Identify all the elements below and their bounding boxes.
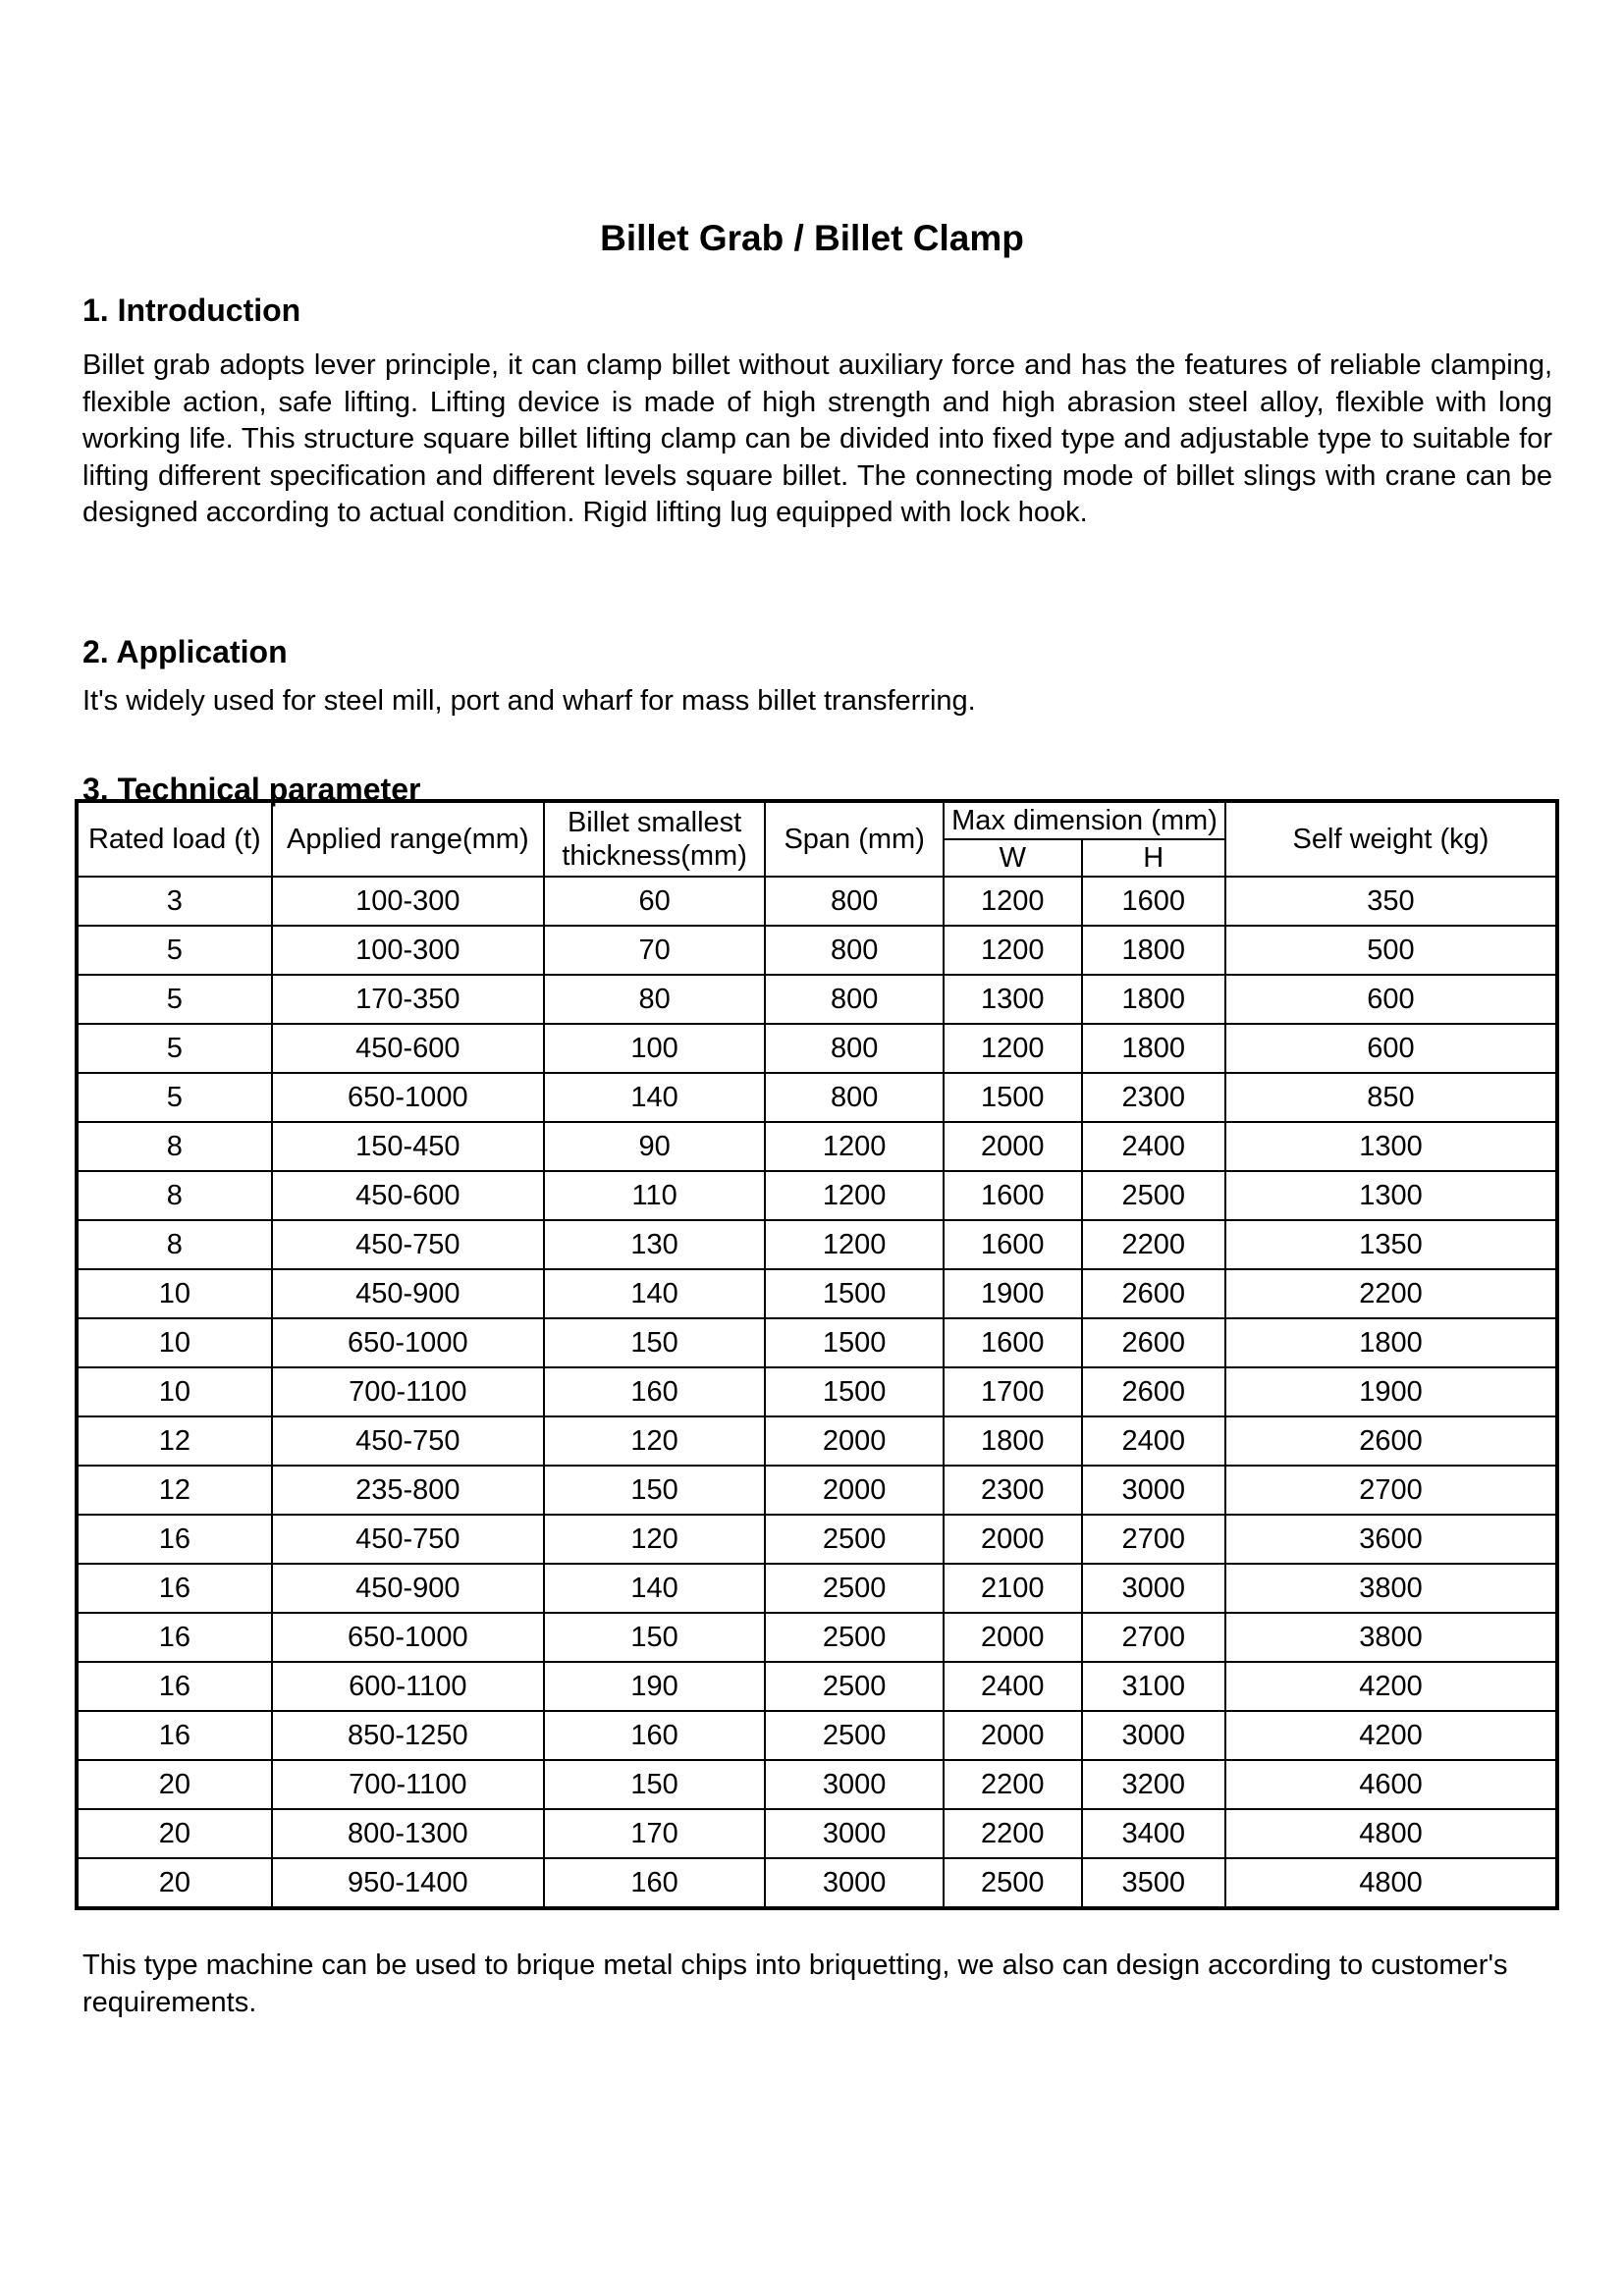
cell-self-weight: 600 (1225, 1024, 1557, 1073)
cell-applied-range: 170-350 (272, 975, 544, 1024)
cell-applied-range: 850-1250 (272, 1711, 544, 1760)
table-row (77, 1024, 1557, 1073)
cell-applied-range: 450-750 (272, 1515, 544, 1564)
cell-applied-range: 450-750 (272, 1416, 544, 1466)
cell-self-weight: 4200 (1225, 1662, 1557, 1711)
cell-rated-load: 10 (77, 1318, 272, 1367)
cell-billet-thickness: 120 (544, 1515, 765, 1564)
cell-self-weight: 2600 (1225, 1416, 1557, 1466)
cell-max-h: 2200 (1082, 1220, 1225, 1269)
cell-rated-load: 5 (77, 1024, 272, 1073)
cell-max-h: 1800 (1082, 975, 1225, 1024)
table-body (77, 877, 1557, 1908)
cell-self-weight: 500 (1225, 926, 1557, 975)
cell-max-w: 2000 (944, 1515, 1082, 1564)
cell-billet-thickness: 190 (544, 1662, 765, 1711)
cell-rated-load: 8 (77, 1122, 272, 1171)
cell-applied-range: 150-450 (272, 1122, 544, 1171)
table-row (77, 1466, 1557, 1515)
table-row (77, 1220, 1557, 1269)
table-row (77, 1613, 1557, 1662)
cell-self-weight: 2700 (1225, 1466, 1557, 1515)
cell-max-h: 3400 (1082, 1809, 1225, 1858)
table-header (77, 801, 1557, 877)
cell-span: 2500 (765, 1711, 944, 1760)
cell-billet-thickness: 130 (544, 1220, 765, 1269)
cell-billet-thickness: 110 (544, 1171, 765, 1220)
cell-self-weight: 1350 (1225, 1220, 1557, 1269)
cell-applied-range: 650-1000 (272, 1613, 544, 1662)
header-self-weight: Self weight (kg) (1225, 801, 1557, 877)
table-row (77, 1760, 1557, 1809)
table-row (77, 975, 1557, 1024)
cell-applied-range: 700-1100 (272, 1367, 544, 1416)
cell-max-w: 1300 (944, 975, 1082, 1024)
intro-heading: 1. Introduction (82, 293, 301, 328)
cell-max-w: 1800 (944, 1416, 1082, 1466)
cell-self-weight: 1800 (1225, 1318, 1557, 1367)
cell-applied-range: 100-300 (272, 877, 544, 926)
header-span: Span (mm) (765, 801, 944, 877)
header-max-dimension: Max dimension (mm) (944, 801, 1225, 839)
cell-max-w: 1900 (944, 1269, 1082, 1318)
cell-max-h: 3000 (1082, 1466, 1225, 1515)
cell-billet-thickness: 70 (544, 926, 765, 975)
cell-rated-load: 16 (77, 1711, 272, 1760)
intro-paragraph: Billet grab adopts lever principle, it can clamp billet without auxiliary force and has the features of reliable clamping, flexible action, safe lifting. Lifting device is made of high strength and high abrasion steel alloy, flexible with long working life. This structure square billet lifting clamp can be divided into fixed type and adjustable type to suitable for lifting different specification and different levels square billet. The connecting mode of billet slings with crane can be designed according to actual condition. Rigid lifting lug equipped with lock hook. (82, 349, 1552, 528)
cell-max-h: 3100 (1082, 1662, 1225, 1711)
cell-self-weight: 350 (1225, 877, 1557, 926)
cell-span: 3000 (765, 1809, 944, 1858)
cell-max-h: 2400 (1082, 1416, 1225, 1466)
cell-applied-range: 650-1000 (272, 1318, 544, 1367)
cell-rated-load: 3 (77, 877, 272, 926)
cell-max-h: 2600 (1082, 1367, 1225, 1416)
cell-span: 1500 (765, 1367, 944, 1416)
cell-max-w: 2300 (944, 1466, 1082, 1515)
cell-span: 2000 (765, 1466, 944, 1515)
cell-billet-thickness: 150 (544, 1466, 765, 1515)
cell-rated-load: 16 (77, 1613, 272, 1662)
cell-max-h: 3000 (1082, 1711, 1225, 1760)
cell-rated-load: 12 (77, 1466, 272, 1515)
cell-span: 1500 (765, 1269, 944, 1318)
cell-max-h: 2700 (1082, 1613, 1225, 1662)
header-billet-thickness-line1: Billet smallest (567, 807, 742, 838)
cell-billet-thickness: 150 (544, 1613, 765, 1662)
technical-heading: 3. Technical parameter (82, 772, 421, 807)
cell-max-w: 2000 (944, 1613, 1082, 1662)
cell-span: 1200 (765, 1171, 944, 1220)
cell-self-weight: 4200 (1225, 1711, 1557, 1760)
cell-rated-load: 5 (77, 1073, 272, 1122)
cell-applied-range: 450-900 (272, 1564, 544, 1613)
cell-span: 800 (765, 1024, 944, 1073)
application-heading: 2. Application (82, 634, 288, 669)
technical-parameter-table (75, 799, 1559, 1910)
cell-self-weight: 1300 (1225, 1122, 1557, 1171)
cell-billet-thickness: 140 (544, 1073, 765, 1122)
cell-span: 1200 (765, 1122, 944, 1171)
cell-self-weight: 3600 (1225, 1515, 1557, 1564)
cell-max-w: 2000 (944, 1711, 1082, 1760)
cell-self-weight: 1900 (1225, 1367, 1557, 1416)
cell-applied-range: 450-600 (272, 1024, 544, 1073)
cell-max-w: 1700 (944, 1367, 1082, 1416)
cell-max-h: 1600 (1082, 877, 1225, 926)
cell-rated-load: 16 (77, 1564, 272, 1613)
cell-rated-load: 20 (77, 1809, 272, 1858)
cell-max-w: 2100 (944, 1564, 1082, 1613)
cell-billet-thickness: 140 (544, 1564, 765, 1613)
table-row (77, 1711, 1557, 1760)
table-row (77, 1809, 1557, 1858)
cell-max-w: 2500 (944, 1858, 1082, 1908)
cell-applied-range: 700-1100 (272, 1760, 544, 1809)
header-rated-load: Rated load (t) (77, 801, 272, 877)
cell-max-h: 3000 (1082, 1564, 1225, 1613)
cell-span: 3000 (765, 1760, 944, 1809)
cell-applied-range: 800-1300 (272, 1809, 544, 1858)
cell-self-weight: 2200 (1225, 1269, 1557, 1318)
table-row (77, 1367, 1557, 1416)
cell-self-weight: 4800 (1225, 1858, 1557, 1908)
header-billet-thickness (544, 801, 765, 877)
cell-rated-load: 10 (77, 1367, 272, 1416)
cell-span: 2500 (765, 1515, 944, 1564)
cell-span: 1500 (765, 1318, 944, 1367)
cell-self-weight: 3800 (1225, 1564, 1557, 1613)
cell-applied-range: 450-900 (272, 1269, 544, 1318)
cell-max-h: 1800 (1082, 1024, 1225, 1073)
cell-max-h: 2400 (1082, 1122, 1225, 1171)
table-row (77, 926, 1557, 975)
cell-max-h: 2700 (1082, 1515, 1225, 1564)
cell-billet-thickness: 80 (544, 975, 765, 1024)
cell-max-w: 1200 (944, 1024, 1082, 1073)
cell-span: 2000 (765, 1416, 944, 1466)
cell-span: 2500 (765, 1564, 944, 1613)
cell-rated-load: 5 (77, 926, 272, 975)
cell-billet-thickness: 160 (544, 1711, 765, 1760)
cell-span: 800 (765, 1073, 944, 1122)
cell-rated-load: 16 (77, 1662, 272, 1711)
table-row (77, 1269, 1557, 1318)
cell-max-h: 3500 (1082, 1858, 1225, 1908)
cell-max-h: 2600 (1082, 1269, 1225, 1318)
cell-rated-load: 8 (77, 1220, 272, 1269)
cell-rated-load: 8 (77, 1171, 272, 1220)
table-row (77, 1564, 1557, 1613)
table-row (77, 877, 1557, 926)
application-paragraph: It's widely used for steel mill, port and wharf for mass billet transferring. (82, 685, 976, 717)
cell-self-weight: 850 (1225, 1073, 1557, 1122)
cell-span: 800 (765, 975, 944, 1024)
table-row (77, 1416, 1557, 1466)
cell-billet-thickness: 150 (544, 1760, 765, 1809)
cell-span: 2500 (765, 1662, 944, 1711)
header-billet-thickness-line2: thickness(mm) (562, 840, 747, 872)
cell-max-w: 2200 (944, 1809, 1082, 1858)
cell-rated-load: 10 (77, 1269, 272, 1318)
footer-note: This type machine can be used to brique metal chips into briquetting, we also can design according to customer's requirements. (82, 1949, 1508, 2018)
cell-rated-load: 20 (77, 1858, 272, 1908)
cell-max-w: 1600 (944, 1318, 1082, 1367)
cell-max-w: 1600 (944, 1220, 1082, 1269)
cell-max-h: 2600 (1082, 1318, 1225, 1367)
cell-span: 800 (765, 926, 944, 975)
cell-applied-range: 235-800 (272, 1466, 544, 1515)
page-title: Billet Grab / Billet Clamp (600, 218, 1024, 258)
cell-rated-load: 20 (77, 1760, 272, 1809)
cell-max-h: 2500 (1082, 1171, 1225, 1220)
cell-billet-thickness: 150 (544, 1318, 765, 1367)
cell-billet-thickness: 100 (544, 1024, 765, 1073)
cell-billet-thickness: 160 (544, 1367, 765, 1416)
cell-billet-thickness: 60 (544, 877, 765, 926)
header-w: W (944, 839, 1082, 877)
cell-span: 2500 (765, 1613, 944, 1662)
cell-max-h: 2300 (1082, 1073, 1225, 1122)
cell-billet-thickness: 170 (544, 1809, 765, 1858)
cell-applied-range: 100-300 (272, 926, 544, 975)
cell-max-h: 1800 (1082, 926, 1225, 975)
cell-rated-load: 5 (77, 975, 272, 1024)
table-row (77, 1171, 1557, 1220)
cell-max-h: 3200 (1082, 1760, 1225, 1809)
cell-applied-range: 450-600 (272, 1171, 544, 1220)
cell-applied-range: 650-1000 (272, 1073, 544, 1122)
cell-applied-range: 600-1100 (272, 1662, 544, 1711)
cell-max-w: 1200 (944, 926, 1082, 975)
cell-self-weight: 3800 (1225, 1613, 1557, 1662)
header-h: H (1082, 839, 1225, 877)
cell-self-weight: 4600 (1225, 1760, 1557, 1809)
cell-applied-range: 950-1400 (272, 1858, 544, 1908)
table-row (77, 1662, 1557, 1711)
cell-max-w: 1600 (944, 1171, 1082, 1220)
header-applied-range: Applied range(mm) (272, 801, 544, 877)
cell-self-weight: 600 (1225, 975, 1557, 1024)
cell-span: 1200 (765, 1220, 944, 1269)
cell-max-w: 2200 (944, 1760, 1082, 1809)
cell-billet-thickness: 160 (544, 1858, 765, 1908)
cell-max-w: 2400 (944, 1662, 1082, 1711)
cell-span: 3000 (765, 1858, 944, 1908)
cell-billet-thickness: 120 (544, 1416, 765, 1466)
cell-rated-load: 16 (77, 1515, 272, 1564)
table-row (77, 1858, 1557, 1908)
table-row (77, 1515, 1557, 1564)
table-row (77, 1122, 1557, 1171)
cell-billet-thickness: 140 (544, 1269, 765, 1318)
cell-max-w: 2000 (944, 1122, 1082, 1171)
table-row (77, 1318, 1557, 1367)
cell-rated-load: 12 (77, 1416, 272, 1466)
cell-max-w: 1500 (944, 1073, 1082, 1122)
table-row (77, 1073, 1557, 1122)
cell-max-w: 1200 (944, 877, 1082, 926)
cell-self-weight: 1300 (1225, 1171, 1557, 1220)
cell-self-weight: 4800 (1225, 1809, 1557, 1858)
cell-applied-range: 450-750 (272, 1220, 544, 1269)
cell-span: 800 (765, 877, 944, 926)
cell-billet-thickness: 90 (544, 1122, 765, 1171)
